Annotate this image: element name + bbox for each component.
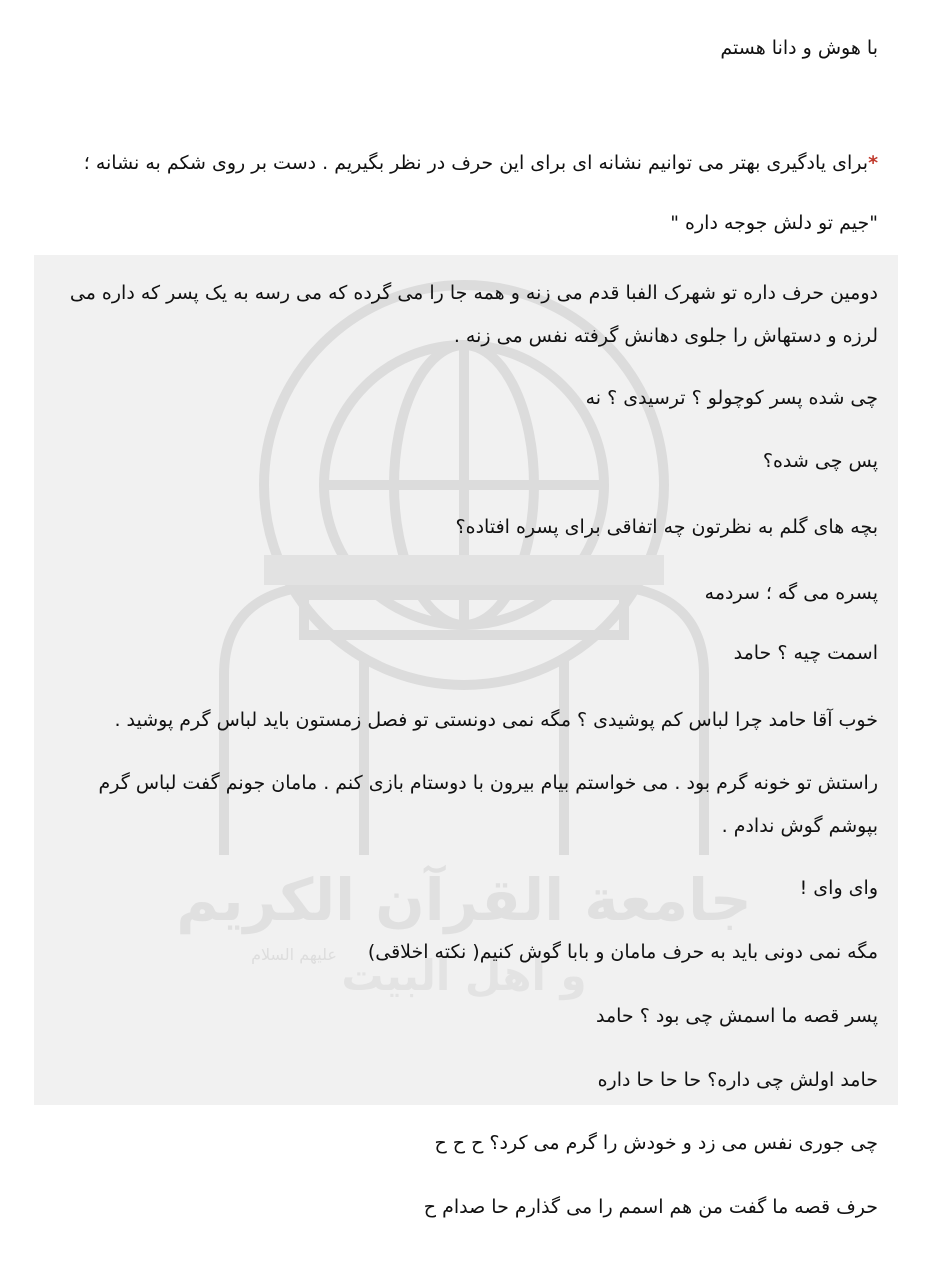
text-line: پس چی شده؟ [762, 450, 878, 472]
watermark-sub-text: و اهل البيت [341, 951, 587, 1000]
text-line: پسره می گه ؛ سردمه [704, 582, 878, 604]
text-line: وای وای ! [799, 877, 878, 899]
text-line-quote: "جیم تو دلش جوجه داره " [670, 212, 878, 234]
text-line: چی شده پسر کوچولو ؟ ترسیدی ؟ نه [585, 387, 878, 409]
text-line: حرف قصه ما گفت من هم اسمم را می گذارم حا صدام ح [423, 1196, 878, 1218]
text-line: بچه های گلم به نظرتون چه اتفاقی برای پسره افتاده؟ [455, 516, 878, 538]
text-paragraph: راستش تو خونه گرم بود . می خواستم بیام بیرون با دوستام بازی کنم . مامان جونم گفت لباس گرم بپوشم گوش ندادم . [98, 772, 878, 837]
watermark-seal-text: عليهم السلام [251, 945, 337, 964]
text-line: حامد اولش چی داره؟ حا حا حا داره [597, 1069, 878, 1091]
text-line: خوب آقا حامد چرا لباس کم پوشیدی ؟ مگه نمی دونستی تو فصل زمستون باید لباس گرم پوشید . [114, 709, 878, 731]
watermark-main-text: جامعة القرآن الكريم [176, 866, 752, 934]
text-line: پسر قصه ما اسمش چی بود ؟ حامد [595, 1005, 878, 1027]
asterisk-marker: * [868, 152, 878, 174]
text-line-content: برای یادگیری بهتر می توانیم نشانه ای برای این حرف در نظر بگیریم . دست بر روی شکم به نشانه ؛ [83, 152, 869, 174]
text-paragraph: دومین حرف داره تو شهرک الفبا قدم می زنه و همه جا را می گرده که می رسه به یک پسر که داره می لرزه و دستهاش را جلوی دهانش گرفته نفس می زنه . [69, 282, 878, 347]
text-line: اسمت چیه ؟ حامد [733, 642, 878, 664]
text-line: مگه نمی دونی باید به حرف مامان و بابا گوش کنیم( نکته اخلاقی) [367, 941, 878, 963]
text-line: با هوش و دانا هستم [720, 37, 878, 59]
text-line: چی جوری نفس می زد و خودش را گرم می کرد؟ ح ح ح [434, 1132, 878, 1154]
text-line-with-marker [52, 143, 878, 183]
